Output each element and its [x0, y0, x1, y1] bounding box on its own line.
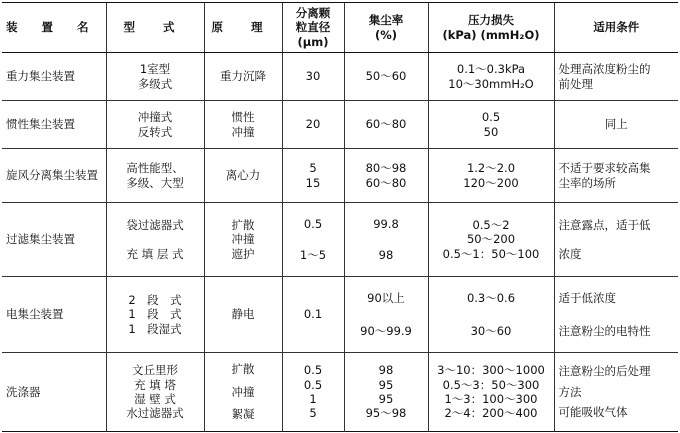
header-condition: 适用条件	[554, 3, 678, 53]
header-row	[2, 3, 678, 53]
cell-line-text: 注意粉尘的电特性	[558, 323, 651, 338]
cell-line-text: 同上	[604, 117, 628, 132]
condition-cell	[554, 277, 678, 353]
cell-line-text: 充 填 层 式	[126, 246, 184, 261]
cell-line-text: 湿 壁 式	[134, 392, 176, 406]
cell-line-text: 水过滤器式	[126, 406, 184, 421]
diameter-cell	[282, 149, 344, 203]
table-row	[2, 277, 678, 353]
cell-line-text: (%)	[374, 27, 398, 42]
device-name: 惯性集尘装置	[6, 117, 75, 132]
cell-line-text: 50～200	[466, 232, 516, 247]
header-pressure	[428, 3, 554, 53]
cell-line-text: 20	[305, 117, 321, 132]
type-cell	[106, 353, 204, 432]
cell-line-text: 注意粉尘的后处理	[558, 364, 651, 379]
device-name: 旋风分离集尘装置	[6, 168, 98, 183]
cell-line-text: 遮护	[231, 246, 255, 261]
cell-line-text: 95	[378, 392, 394, 406]
cell-line-text: 注意露点，适于低	[558, 218, 651, 233]
cell-line-text: 多级式	[137, 76, 173, 91]
cell-line-text: 多级、大型	[126, 175, 184, 190]
principle-cell	[204, 53, 282, 101]
header-device: 装 置 名	[2, 3, 106, 53]
cell-line-text: 90以上	[367, 291, 405, 306]
cell-line-text: 冲撞	[231, 124, 255, 139]
table-row	[2, 101, 678, 149]
cell-line-text: 惯性	[231, 110, 255, 125]
cell-line-text: 充 填 塔	[134, 377, 176, 392]
cell-line-text: 扩散	[231, 217, 255, 232]
cell-line-text: 1 段 式	[128, 307, 182, 322]
cell-line-text: 前处理	[558, 76, 593, 91]
type-cell	[106, 53, 204, 101]
cell-line-text: 98	[378, 247, 394, 262]
dust-collector-table	[2, 2, 678, 432]
diameter-cell	[282, 353, 344, 432]
cell-line-text: 浓度	[558, 246, 582, 261]
principle-cell	[204, 149, 282, 203]
efficiency-cell	[344, 53, 428, 101]
cell-line-text: 袋过滤器式	[126, 218, 184, 233]
cell-line-text: 0.5～2	[472, 217, 510, 232]
header-type: 型 式	[106, 3, 204, 53]
cell-line-text: 10～30mmH₂O	[448, 76, 534, 91]
cell-line-text: 0.3～0.6	[466, 291, 516, 306]
type-cell	[106, 149, 204, 203]
condition-cell	[554, 353, 678, 432]
diameter-cell	[282, 53, 344, 101]
table-row	[2, 353, 678, 432]
cell-line-text: 1～3：100～300	[444, 392, 538, 406]
cell-line-text: 尘率的场所	[558, 175, 616, 190]
device-name: 过滤集尘装置	[6, 232, 75, 247]
cell-line-text: 粒直径	[295, 20, 331, 35]
cell-line-text: 99.8	[373, 217, 399, 232]
efficiency-cell	[344, 101, 428, 149]
cell-line-text: 2～4：200～400	[444, 406, 538, 421]
device-name: 洗涤器	[6, 384, 41, 399]
cell-line-text: (μm)	[297, 34, 329, 49]
cell-line-text: 3～10：300～1000	[437, 363, 545, 378]
cell-line-text: 处理高浓度粉尘的	[558, 62, 651, 77]
cell-line-text: 90～99.9	[360, 323, 412, 338]
cell-line-text: 5	[309, 406, 317, 421]
table-row	[2, 53, 678, 101]
pressure-cell	[428, 149, 554, 203]
condition-cell	[554, 149, 678, 203]
condition-cell	[554, 101, 678, 149]
condition-cell	[554, 203, 678, 277]
cell-line-text: 0.5	[303, 363, 323, 378]
cell-line-text: 方法	[558, 384, 582, 399]
principle-cell	[204, 277, 282, 353]
cell-line-text: 60～80	[365, 175, 407, 190]
pressure-cell	[428, 353, 554, 432]
cell-line-text: 离心力	[225, 168, 261, 183]
cell-line-text: 不适于要求较高集	[558, 161, 651, 176]
efficiency-cell	[344, 277, 428, 353]
cell-line-text: 0.1	[303, 307, 323, 322]
cell-line-text: 可能吸收气体	[558, 405, 628, 420]
diameter-cell	[282, 203, 344, 277]
cell-line-text: 2 段 式	[128, 292, 182, 307]
cell-line-text: 0.5	[481, 110, 501, 125]
cell-line-text: 反转式	[137, 124, 173, 139]
diameter-cell	[282, 101, 344, 149]
cell-line-text: 98	[378, 363, 394, 378]
cell-line-text: 80～98	[365, 161, 407, 176]
cell-line-text: 95～98	[365, 406, 407, 421]
cell-line-text: 冲撞式	[137, 110, 173, 125]
cell-line-text: 絮凝	[231, 407, 255, 422]
cell-line-text: 60～80	[365, 117, 407, 132]
type-cell	[106, 101, 204, 149]
cell-line-text: 1室型	[139, 62, 171, 77]
cell-line-text: 0.1～0.3kPa	[456, 62, 526, 77]
pressure-cell	[428, 277, 554, 353]
cell-line-text: 高性能型、	[126, 161, 184, 176]
efficiency-cell	[344, 149, 428, 203]
principle-cell	[204, 101, 282, 149]
cell-line-text: 0.5～1：50～100	[442, 246, 540, 261]
cell-line-text: 30	[305, 69, 321, 84]
cell-line-text: 1～5	[299, 247, 327, 262]
cell-line-text: 冲撞	[231, 232, 255, 247]
pressure-cell	[428, 53, 554, 101]
cell-line-text: 重力沉降	[220, 69, 266, 84]
header-diameter	[282, 3, 344, 53]
device-name: 重力集尘装置	[6, 69, 75, 84]
principle-cell	[204, 353, 282, 432]
cell-line-text: 集尘率	[368, 13, 404, 28]
cell-line-text: 120～200	[463, 175, 519, 190]
principle-cell	[204, 203, 282, 277]
cell-line-text: 分离颗	[295, 5, 331, 20]
type-cell	[106, 203, 204, 277]
cell-line-text: (kPa) (mmH₂O)	[442, 27, 540, 42]
cell-line-text: 0.5	[303, 217, 323, 232]
cell-line-text: 压力损失	[468, 13, 514, 28]
cell-line-text: 15	[305, 175, 321, 190]
cell-line-text: 1 段湿式	[128, 321, 182, 336]
cell-line-text: 静电	[231, 307, 255, 322]
header-principle: 原 理	[204, 3, 282, 53]
cell-line-text: 扩散	[231, 362, 255, 377]
pressure-cell	[428, 203, 554, 277]
cell-line-text: 冲撞	[231, 384, 255, 399]
cell-line-text: 1.2～2.0	[466, 161, 516, 176]
table-row	[2, 203, 678, 277]
cell-line-text: 适于低浓度	[558, 291, 616, 306]
type-cell	[106, 277, 204, 353]
cell-line-text: 50	[483, 124, 499, 139]
header-efficiency	[344, 3, 428, 53]
cell-line-text: 30～60	[470, 323, 512, 338]
efficiency-cell	[344, 353, 428, 432]
cell-line-text: 1	[309, 392, 317, 406]
device-name: 电集尘装置	[6, 307, 64, 322]
table-row	[2, 149, 678, 203]
diameter-cell	[282, 277, 344, 353]
pressure-cell	[428, 101, 554, 149]
cell-line-text: 0.5～3：50～300	[442, 377, 540, 392]
cell-line-text: 50～60	[365, 69, 407, 84]
condition-cell	[554, 53, 678, 101]
efficiency-cell	[344, 203, 428, 277]
cell-line-text: 5	[309, 161, 317, 176]
cell-line-text: 0.5	[303, 377, 323, 392]
cell-line-text: 95	[378, 377, 394, 392]
cell-line-text: 文丘里形	[132, 363, 178, 378]
